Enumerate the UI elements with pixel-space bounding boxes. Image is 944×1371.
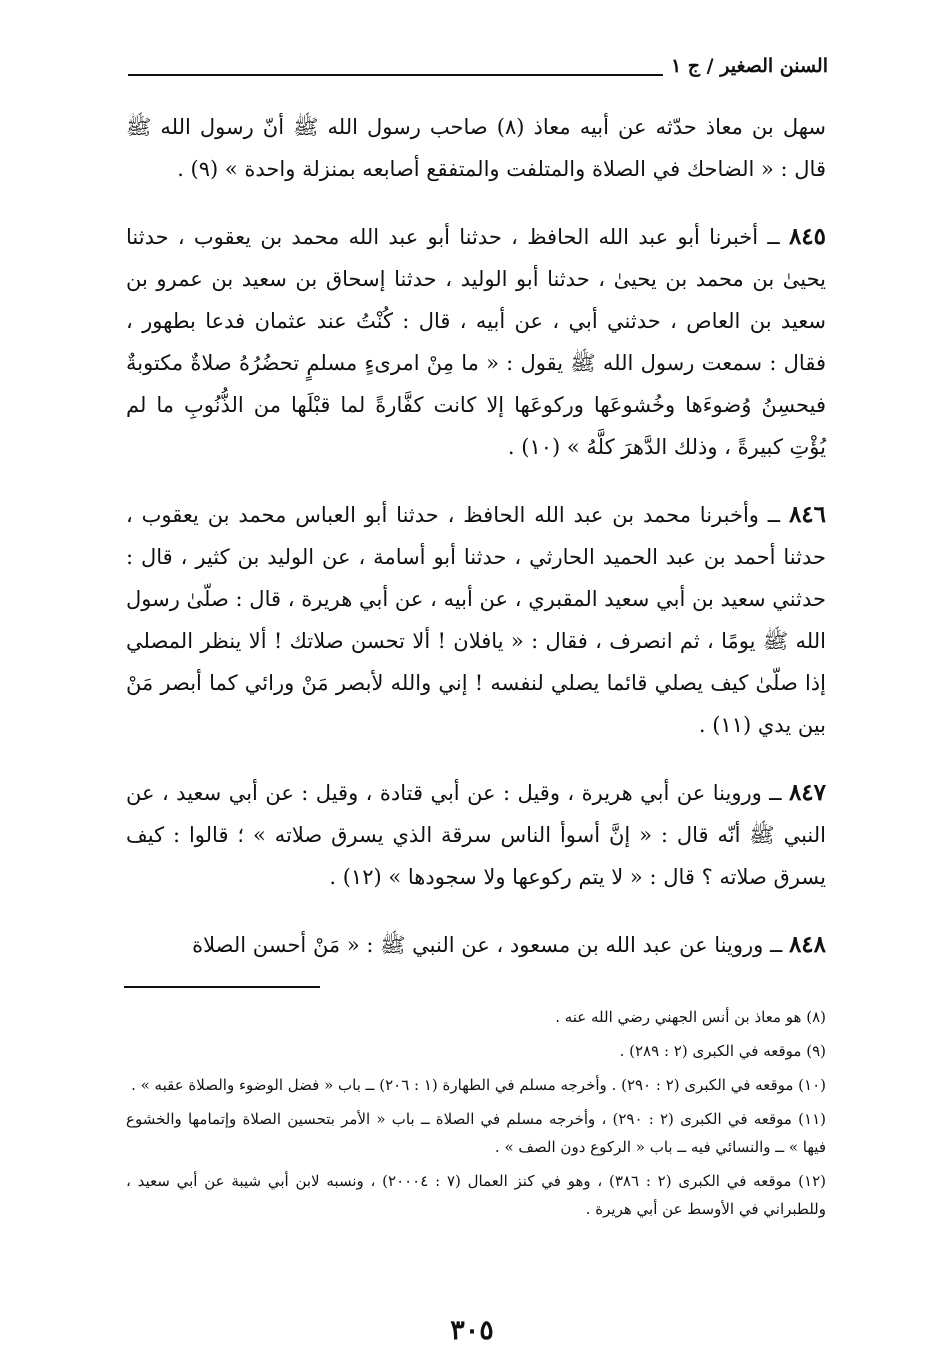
hadith-number: ٨٤٨ bbox=[788, 931, 826, 958]
hadith-paragraph bbox=[126, 494, 826, 746]
header-rule bbox=[128, 74, 663, 76]
hadith-paragraph bbox=[126, 772, 826, 898]
hadith-paragraph bbox=[126, 924, 826, 966]
running-header-title: السنن الصغير / ج ١ bbox=[670, 55, 828, 77]
hadith-paragraph bbox=[126, 106, 826, 190]
hadith-text: سهل بن معاذ حدّثه عن أبيه معاذ (٨) صاحب رسول الله ﷺ أنّ رسول الله ﷺ قال : « الضاحك في الصلاة والمتلفت والمتفقع أصابعه بمنزلة واحدة » (٩) . bbox=[126, 115, 826, 181]
running-header bbox=[128, 46, 828, 80]
footnotes bbox=[126, 1003, 826, 1229]
footnote: (١٢) موقعه في الكبرى (٢ : ٣٨٦) ، وهو في كنز العمال (٧ : ٢٠٠٠٤) ، ونسبه لابن أبي شيبة عن أبي سعيد ، وللطبراني في الأوسط عن أبي هريرة . bbox=[126, 1172, 827, 1218]
footnote-separator bbox=[124, 986, 320, 988]
hadith-text: ــ وروينا عن عبد الله بن مسعود ، عن النبي ﷺ : « مَنْ أحسن الصلاة bbox=[192, 933, 789, 957]
hadith-number: ٨٤٧ bbox=[788, 779, 826, 806]
hadith-number: ٨٤٥ bbox=[788, 223, 826, 250]
footnote: (١١) موقعه في الكبرى (٢ : ٢٩٠) ، وأخرجه مسلم في الصلاة ــ باب « الأمر بتحسين الصلاة وإتمامها والخشوع فيها » ــ والنسائي فيه ــ باب « الركوع دون الصف » . bbox=[126, 1110, 826, 1156]
footnote: (١٠) موقعه في الكبرى (٢ : ٢٩٠) . وأخرجه مسلم في الطهارة (١ : ٢٠٦) ــ باب « فضل الوضوء والصلاة عقبه » . bbox=[131, 1076, 826, 1094]
hadith-number: ٨٤٦ bbox=[788, 501, 826, 528]
hadith-text: ــ أخبرنا أبو عبد الله الحافظ ، حدثنا أبو عبد الله محمد بن يعقوب ، حدثنا يحيىٰ بن محمد بن يحيىٰ ، حدثنا أبو الوليد ، حدثنا إسحاق بن سعيد بن عمرو بن سعيد بن العاص ، حدثني أبي ، عن أبيه ، قال : كُنْتُ عند عثمان فدعا بطهور ، فقال : سمعت رسول الله ﷺ يقول : « ما مِنْ امرىءٍ مسلمٍ تحضُرُهُ صلاةٌ مكتوبةٌ فيحسِنُ وُضوءَها وخُشوعَها وركوعَها إلا كانت كفَّارةً لما قبْلَها من الذُّنُوبِ ما لم يُؤْتِ كبيرةً ، وذلك الدَّهرَ كلَّهُ » (١٠) . bbox=[126, 225, 826, 459]
hadith-text: ــ وأخبرنا محمد بن عبد الله الحافظ ، حدثنا أبو العباس محمد بن يعقوب ، حدثنا أحمد بن عبد الحميد الحارثي ، حدثنا أبو أسامة ، عن الوليد بن كثير ، قال : حدثني سعيد بن أبي سعيد المقبري ، عن أبيه ، عن أبي هريرة ، قال : صلّىٰ رسول الله ﷺ يومًا ، ثم انصرف ، فقال : « يافلان ! ألا تحسن صلاتك ! ألا ينظر المصلي إذا صلّىٰ كيف يصلي قائما يصلي لنفسه ! إني والله لأبصر مَنْ ورائي كما أبصر مَنْ بين يدي (١١) . bbox=[126, 503, 826, 737]
hadith-paragraph bbox=[126, 216, 826, 468]
footnote: (٩) موقعه في الكبرى (٢ : ٢٨٩) . bbox=[619, 1042, 826, 1060]
main-text bbox=[126, 106, 826, 992]
hadith-text: ــ وروينا عن أبي هريرة ، وقيل : عن أبي قتادة ، وقيل : عن أبي سعيد ، عن النبي ﷺ أنّه قال : « إنَّ أسوأ الناس سرقة الذي يسرق صلاته » ؛ قالوا : كيف يسرق صلاته ؟ قال : « لا يتم ركوعها ولا سجودها » (١٢) . bbox=[126, 781, 826, 889]
page-number: ٣٠٥ bbox=[450, 1315, 494, 1346]
footnote: (٨) هو معاذ بن أنس الجهني رضي الله عنه . bbox=[555, 1008, 826, 1026]
